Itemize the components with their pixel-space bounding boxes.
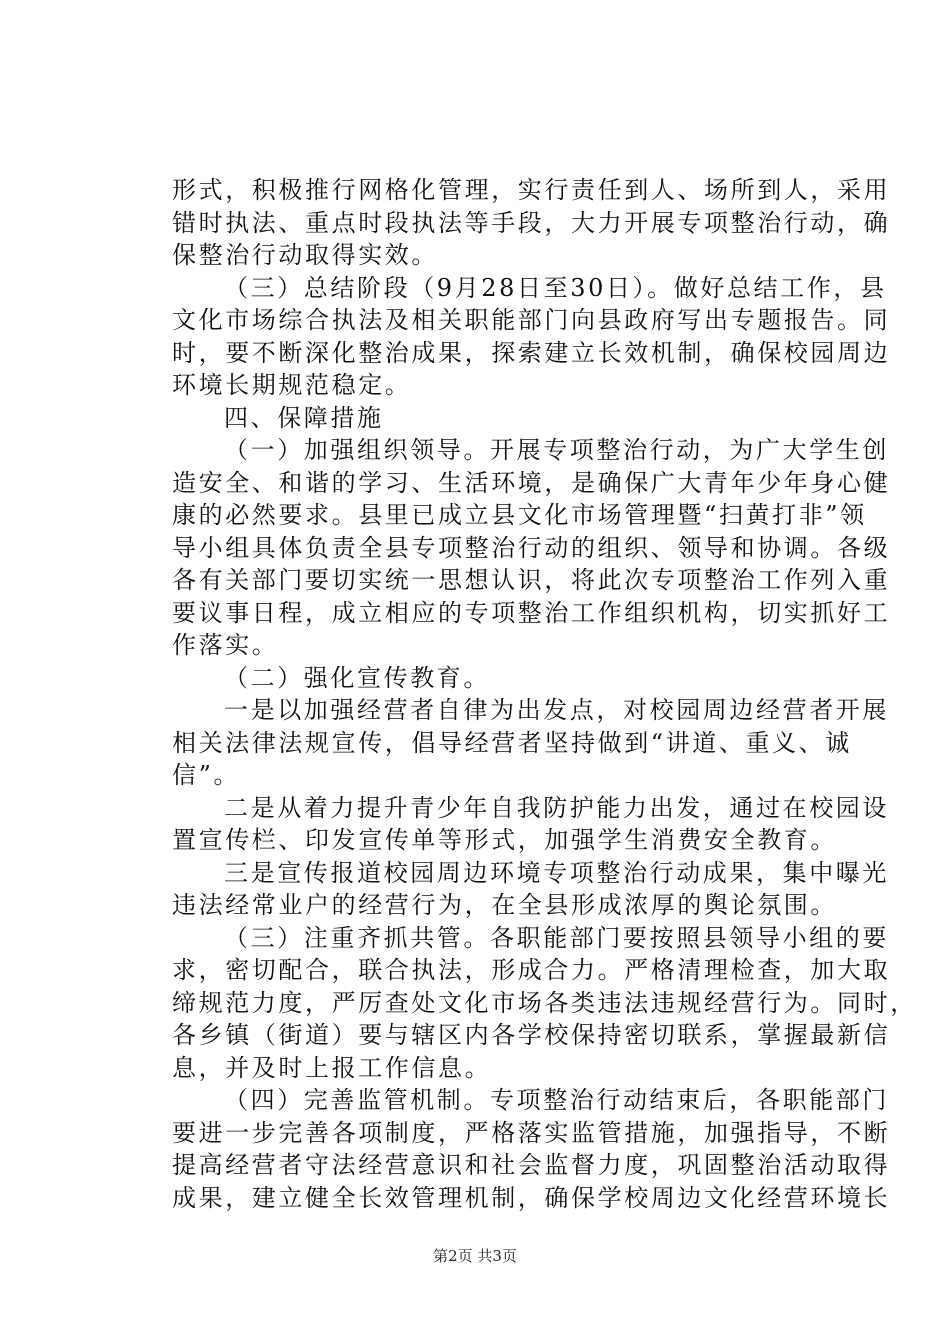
text-line: （一）加强组织领导。开展专项整治行动，为广大学生创 — [224, 436, 889, 464]
section-heading: 四、保障措施 — [224, 403, 384, 432]
text-line: （三）注重齐抓共管。各职能部门要按照县领导小组的要 — [224, 923, 889, 952]
text-line: 造安全、和谐的学习、生活环境，是确保广大青年少年身心健 — [172, 468, 891, 497]
text-line: 环境长期规范稳定。 — [172, 371, 412, 399]
text-line: 时，要不断深化整治成果，探索建立长效机制，确保校园周边 — [172, 338, 891, 367]
text-line: 求，密切配合，联合执法，形成合力。严格清理检查，加大取 — [172, 956, 891, 984]
body-text — [172, 174, 917, 1214]
text-line: 要进一步完善各项制度，严格落实监管措施，加强指导，不断 — [172, 1118, 891, 1147]
text-line: 缔规范力度，严厉查处文化市场各类违法违规经营行为。同时， — [172, 988, 917, 1017]
text-line: 置宣传栏、印发宣传单等形式，加强学生消费安全教育。 — [172, 826, 837, 854]
text-line: 息，并及时上报工作信息。 — [172, 1053, 492, 1082]
text-line: 保整治行动取得实效。 — [172, 241, 438, 269]
text-line: 各乡镇（街道）要与辖区内各学校保持密切联系，掌握最新信 — [172, 1021, 891, 1049]
text-line: 作落实。 — [172, 631, 279, 659]
text-line: 二是从着力提升青少年自我防护能力出发，通过在校园设 — [224, 793, 889, 822]
text-line: 文化市场综合执法及相关职能部门向县政府写出专题报告。同 — [172, 306, 891, 334]
text-line: （二）强化宣传教育。 — [224, 663, 490, 692]
text-line: 要议事日程，成立相应的专项整治工作组织机构，切实抓好工 — [172, 598, 891, 627]
text-line: 形式，积极推行网格化管理，实行责任到人、场所到人，采用 — [172, 176, 891, 204]
text-line: 提高经营者守法经营意识和社会监督力度，巩固整治活动取得 — [172, 1151, 891, 1179]
text-line: 各有关部门要切实统一思想认识，将此次专项整治工作列入重 — [172, 566, 891, 594]
text-line: （三）总结阶段（9月28日至30日）。做好总结工作，县 — [224, 273, 887, 302]
text-line: 相关法律法规宣传，倡导经营者坚持做到“讲道、重义、诚 — [172, 728, 852, 757]
text-line: 违法经常业户的经营行为，在全县形成浓厚的舆论氛围。 — [172, 891, 837, 919]
text-line: 一是以加强经营者自律为出发点，对校园周边经营者开展 — [224, 696, 889, 724]
text-line: 成果，建立健全长效管理机制，确保学校周边文化经营环境长 — [172, 1183, 891, 1212]
text-line: 导小组具体负责全县专项整治行动的组织、领导和协调。各级 — [172, 533, 891, 562]
text-line: （四）完善监管机制。专项整治行动结束后，各职能部门 — [224, 1086, 889, 1114]
text-line: 信”。 — [172, 761, 241, 789]
page-footer: 第2页 共3页 — [433, 1247, 517, 1265]
text-line: 三是宣传报道校园周边环境专项整治行动成果，集中曝光 — [224, 858, 889, 887]
text-line: 康的必然要求。县里已成立县文化市场管理暨“扫黄打非”领 — [172, 501, 867, 529]
text-line: 错时执法、重点时段执法等手段，大力开展专项整治行动，确 — [172, 208, 891, 237]
